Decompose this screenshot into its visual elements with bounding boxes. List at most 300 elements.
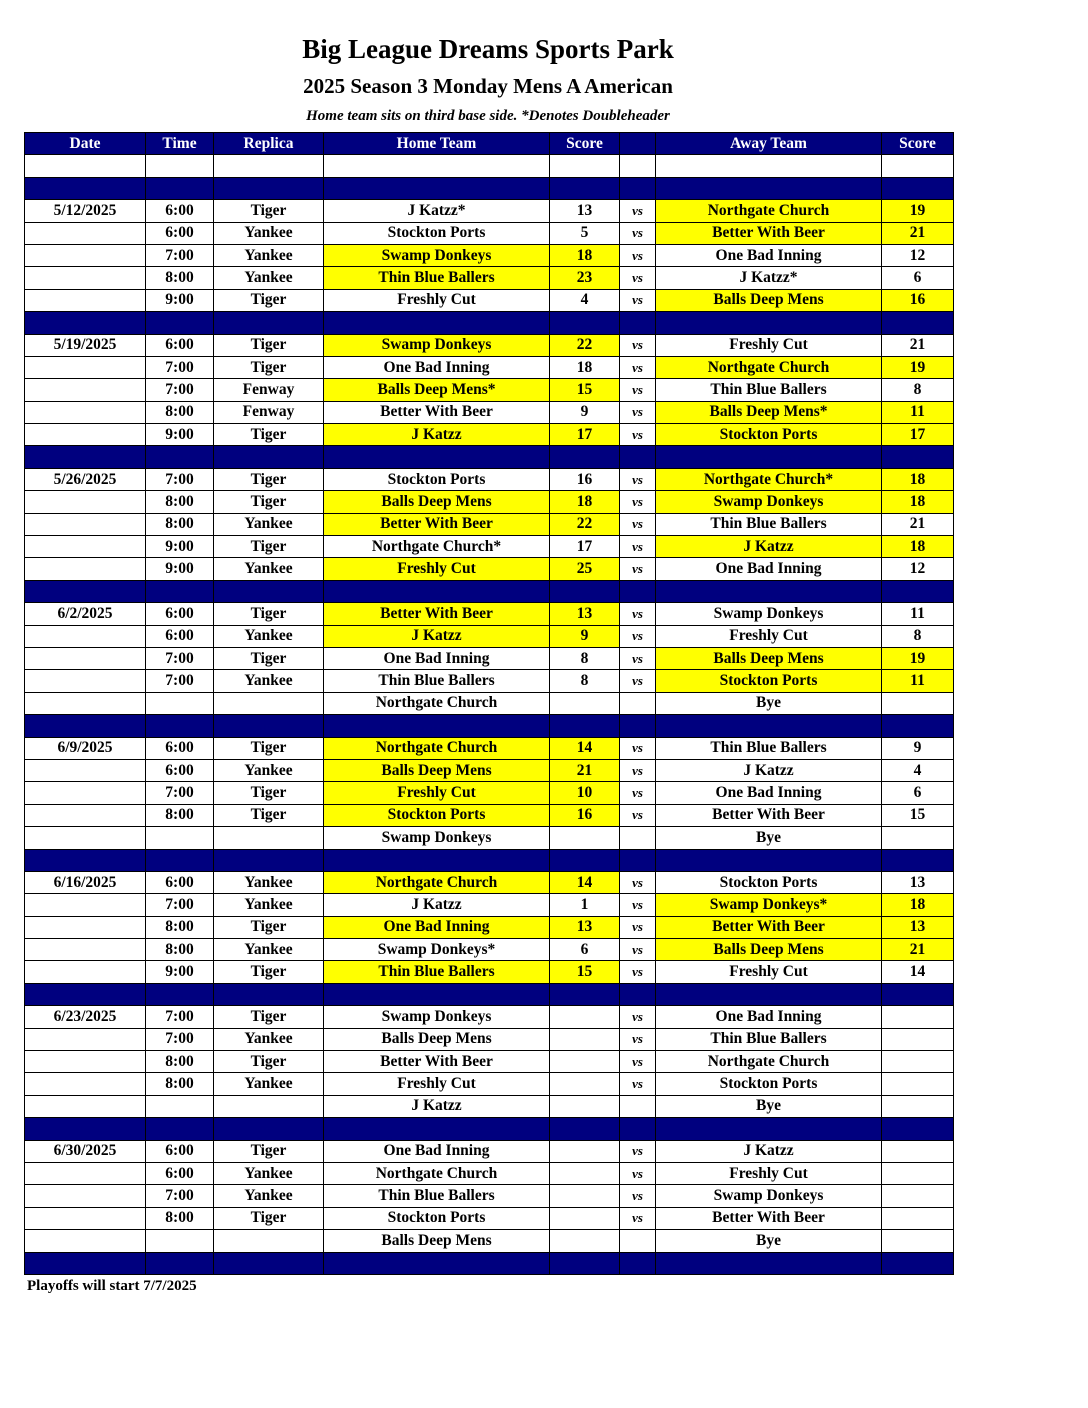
away-team: Swamp Donkeys (656, 603, 882, 625)
game-replica: Yankee (214, 894, 324, 916)
empty-cell (620, 849, 656, 871)
vs-label: vs (620, 558, 656, 580)
home-score (550, 1162, 620, 1184)
game-replica: Yankee (214, 759, 324, 781)
away-score (882, 1028, 954, 1050)
away-score: 19 (882, 647, 954, 669)
home-team: Swamp Donkeys (324, 1006, 550, 1028)
game-time: 7:00 (146, 647, 214, 669)
game-row (25, 804, 954, 826)
empty-cell (146, 983, 214, 1005)
home-team: Swamp Donkeys (324, 827, 550, 849)
game-date: 5/26/2025 (25, 468, 146, 490)
home-team: Freshly Cut (324, 289, 550, 311)
vs-label: vs (620, 1073, 656, 1095)
vs-label: vs (620, 1185, 656, 1207)
home-score: 25 (550, 558, 620, 580)
game-replica: Tiger (214, 1207, 324, 1229)
away-team: Freshly Cut (656, 625, 882, 647)
vs-label (620, 692, 656, 714)
away-score: 13 (882, 916, 954, 938)
home-score (550, 1185, 620, 1207)
home-team: One Bad Inning (324, 1140, 550, 1162)
empty-cell (550, 446, 620, 468)
game-row (25, 424, 954, 446)
empty-cell (656, 446, 882, 468)
game-date (25, 692, 146, 714)
away-team: Thin Blue Ballers (656, 737, 882, 759)
vs-label: vs (620, 424, 656, 446)
game-time: 7:00 (146, 1006, 214, 1028)
game-time: 7:00 (146, 1028, 214, 1050)
home-team: Thin Blue Ballers (324, 670, 550, 692)
col-header-away-score: Score (882, 133, 954, 155)
away-score: 21 (882, 222, 954, 244)
schedule-table (24, 132, 954, 1275)
empty-cell (550, 155, 620, 177)
away-team: Northgate Church* (656, 468, 882, 490)
empty-cell (620, 1118, 656, 1140)
empty-cell (214, 1252, 324, 1274)
game-date (25, 222, 146, 244)
empty-cell (25, 715, 146, 737)
vs-label: vs (620, 759, 656, 781)
week-separator (25, 1252, 954, 1274)
away-team: One Bad Inning (656, 782, 882, 804)
home-score: 4 (550, 289, 620, 311)
home-score: 14 (550, 871, 620, 893)
home-team: J Katzz (324, 424, 550, 446)
empty-cell (324, 849, 550, 871)
empty-cell (146, 312, 214, 334)
away-score (882, 1162, 954, 1184)
home-team: Northgate Church (324, 871, 550, 893)
home-team: Better With Beer (324, 603, 550, 625)
home-score: 17 (550, 536, 620, 558)
game-row (25, 670, 954, 692)
away-score: 17 (882, 424, 954, 446)
empty-cell (550, 715, 620, 737)
week-separator (25, 1118, 954, 1140)
away-score: 9 (882, 737, 954, 759)
game-date (25, 670, 146, 692)
game-date: 6/9/2025 (25, 737, 146, 759)
empty-cell (25, 849, 146, 871)
game-row (25, 244, 954, 266)
game-time: 6:00 (146, 759, 214, 781)
empty-cell (324, 983, 550, 1005)
vs-label: vs (620, 267, 656, 289)
game-replica: Yankee (214, 670, 324, 692)
game-row (25, 1006, 954, 1028)
empty-cell (620, 715, 656, 737)
game-date: 6/16/2025 (25, 871, 146, 893)
home-score: 8 (550, 670, 620, 692)
vs-label: vs (620, 782, 656, 804)
away-team: Better With Beer (656, 222, 882, 244)
empty-cell (214, 983, 324, 1005)
away-score: 15 (882, 804, 954, 826)
game-date (25, 1095, 146, 1117)
home-score (550, 1230, 620, 1252)
game-time: 6:00 (146, 334, 214, 356)
empty-cell (550, 1252, 620, 1274)
game-date (25, 379, 146, 401)
game-time (146, 827, 214, 849)
home-team: J Katzz (324, 625, 550, 647)
vs-label: vs (620, 1006, 656, 1028)
away-score: 11 (882, 401, 954, 423)
empty-cell (550, 580, 620, 602)
game-time: 8:00 (146, 1207, 214, 1229)
away-team: Northgate Church (656, 1051, 882, 1073)
home-team: Stockton Ports (324, 804, 550, 826)
away-score (882, 1073, 954, 1095)
game-time (146, 1230, 214, 1252)
game-time: 6:00 (146, 625, 214, 647)
game-replica: Tiger (214, 1006, 324, 1028)
away-team: Stockton Ports (656, 424, 882, 446)
home-score: 14 (550, 737, 620, 759)
away-score (882, 1095, 954, 1117)
away-team: Freshly Cut (656, 961, 882, 983)
away-team: Northgate Church (656, 200, 882, 222)
vs-label: vs (620, 379, 656, 401)
game-replica: Yankee (214, 558, 324, 580)
game-replica: Yankee (214, 939, 324, 961)
away-score: 16 (882, 289, 954, 311)
home-team: Swamp Donkeys (324, 244, 550, 266)
col-header-away-team: Away Team (656, 133, 882, 155)
game-date: 6/30/2025 (25, 1140, 146, 1162)
away-team: J Katzz* (656, 267, 882, 289)
game-date (25, 491, 146, 513)
game-row (25, 1185, 954, 1207)
home-score: 22 (550, 334, 620, 356)
home-score: 9 (550, 625, 620, 647)
away-score: 8 (882, 379, 954, 401)
game-replica: Tiger (214, 737, 324, 759)
empty-cell (25, 446, 146, 468)
empty-cell (324, 1252, 550, 1274)
game-date (25, 424, 146, 446)
away-score: 21 (882, 334, 954, 356)
game-replica: Tiger (214, 1140, 324, 1162)
game-replica: Tiger (214, 356, 324, 378)
vs-label: vs (620, 804, 656, 826)
away-team: J Katzz (656, 1140, 882, 1162)
empty-cell (656, 849, 882, 871)
away-score: 18 (882, 468, 954, 490)
away-team: Freshly Cut (656, 334, 882, 356)
empty-cell (146, 177, 214, 199)
game-replica: Tiger (214, 424, 324, 446)
vs-label: vs (620, 1140, 656, 1162)
away-team: Thin Blue Ballers (656, 1028, 882, 1050)
game-row (25, 737, 954, 759)
away-team: Balls Deep Mens* (656, 401, 882, 423)
vs-label: vs (620, 871, 656, 893)
empty-cell (882, 715, 954, 737)
game-date (25, 1051, 146, 1073)
away-score (882, 1140, 954, 1162)
away-team: One Bad Inning (656, 1006, 882, 1028)
home-score (550, 1207, 620, 1229)
away-score: 12 (882, 558, 954, 580)
game-time: 6:00 (146, 737, 214, 759)
home-team: Better With Beer (324, 1051, 550, 1073)
game-date (25, 1073, 146, 1095)
home-team: Balls Deep Mens (324, 1028, 550, 1050)
game-replica: Yankee (214, 513, 324, 535)
home-score (550, 1051, 620, 1073)
game-date (25, 961, 146, 983)
game-date (25, 759, 146, 781)
away-team: Stockton Ports (656, 1073, 882, 1095)
game-time: 7:00 (146, 894, 214, 916)
game-time: 9:00 (146, 961, 214, 983)
game-replica (214, 827, 324, 849)
vs-label: vs (620, 222, 656, 244)
home-score: 16 (550, 804, 620, 826)
game-replica: Tiger (214, 536, 324, 558)
away-score: 19 (882, 200, 954, 222)
game-replica: Yankee (214, 267, 324, 289)
game-time: 7:00 (146, 356, 214, 378)
away-team: Balls Deep Mens (656, 289, 882, 311)
empty-cell (214, 1118, 324, 1140)
game-time: 8:00 (146, 401, 214, 423)
home-score: 22 (550, 513, 620, 535)
game-date (25, 1230, 146, 1252)
game-time: 7:00 (146, 244, 214, 266)
game-replica: Tiger (214, 491, 324, 513)
empty-cell (146, 1252, 214, 1274)
home-team: Thin Blue Ballers (324, 267, 550, 289)
away-team: Stockton Ports (656, 670, 882, 692)
game-replica: Tiger (214, 804, 324, 826)
away-team: Bye (656, 827, 882, 849)
empty-cell (656, 1252, 882, 1274)
table-header-row (25, 133, 954, 155)
home-score (550, 1006, 620, 1028)
empty-cell (656, 983, 882, 1005)
schedule-note: Home team sits on third base side. *Denotes Doubleheader (306, 108, 670, 124)
empty-cell (146, 1118, 214, 1140)
game-time: 6:00 (146, 603, 214, 625)
game-row (25, 871, 954, 893)
week-separator (25, 983, 954, 1005)
vs-label: vs (620, 737, 656, 759)
vs-label: vs (620, 536, 656, 558)
vs-label: vs (620, 670, 656, 692)
page-title: Big League Dreams Sports Park (302, 34, 674, 64)
home-team: One Bad Inning (324, 356, 550, 378)
game-row (25, 1162, 954, 1184)
home-score (550, 1095, 620, 1117)
game-replica: Tiger (214, 1051, 324, 1073)
game-row (25, 267, 954, 289)
empty-cell (620, 1252, 656, 1274)
home-team: Thin Blue Ballers (324, 1185, 550, 1207)
away-score: 18 (882, 894, 954, 916)
game-time: 7:00 (146, 379, 214, 401)
game-replica: Yankee (214, 222, 324, 244)
empty-cell (882, 1252, 954, 1274)
away-score: 6 (882, 267, 954, 289)
game-date (25, 804, 146, 826)
game-replica: Fenway (214, 401, 324, 423)
empty-cell (550, 1118, 620, 1140)
game-replica: Tiger (214, 782, 324, 804)
game-replica: Tiger (214, 916, 324, 938)
game-date (25, 939, 146, 961)
game-row (25, 1230, 954, 1252)
game-replica: Yankee (214, 1162, 324, 1184)
game-replica (214, 692, 324, 714)
empty-cell (882, 580, 954, 602)
home-team: Balls Deep Mens (324, 1230, 550, 1252)
home-team: J Katzz (324, 1095, 550, 1117)
game-time: 9:00 (146, 536, 214, 558)
home-team: Northgate Church (324, 737, 550, 759)
vs-label: vs (620, 356, 656, 378)
away-team: Swamp Donkeys (656, 491, 882, 513)
vs-label: vs (620, 334, 656, 356)
away-score: 11 (882, 670, 954, 692)
col-header-vs (620, 133, 656, 155)
week-separator (25, 177, 954, 199)
game-time: 8:00 (146, 267, 214, 289)
game-date (25, 356, 146, 378)
home-score (550, 1140, 620, 1162)
week-separator (25, 849, 954, 871)
empty-cell (214, 312, 324, 334)
game-replica: Yankee (214, 244, 324, 266)
footer-note: Playoffs will start 7/7/2025 (27, 1278, 197, 1294)
home-score: 8 (550, 647, 620, 669)
home-team: Northgate Church* (324, 536, 550, 558)
game-row (25, 1140, 954, 1162)
game-time: 7:00 (146, 782, 214, 804)
game-row (25, 647, 954, 669)
empty-cell (214, 155, 324, 177)
empty-cell (656, 177, 882, 199)
vs-label: vs (620, 1207, 656, 1229)
home-team: Stockton Ports (324, 468, 550, 490)
away-team: Better With Beer (656, 804, 882, 826)
empty-cell (146, 715, 214, 737)
game-time (146, 1095, 214, 1117)
game-date (25, 244, 146, 266)
home-score: 13 (550, 200, 620, 222)
game-date (25, 647, 146, 669)
game-row (25, 782, 954, 804)
away-team: Freshly Cut (656, 1162, 882, 1184)
game-time: 9:00 (146, 558, 214, 580)
away-team: J Katzz (656, 536, 882, 558)
game-time: 6:00 (146, 1140, 214, 1162)
home-team: Swamp Donkeys* (324, 939, 550, 961)
empty-cell (25, 580, 146, 602)
game-row (25, 536, 954, 558)
empty-cell (882, 312, 954, 334)
game-replica: Yankee (214, 1028, 324, 1050)
empty-cell (214, 446, 324, 468)
away-team: One Bad Inning (656, 558, 882, 580)
empty-cell (146, 580, 214, 602)
home-score (550, 1028, 620, 1050)
vs-label (620, 1095, 656, 1117)
vs-label (620, 827, 656, 849)
home-score: 13 (550, 916, 620, 938)
game-time: 7:00 (146, 670, 214, 692)
empty-cell (146, 155, 214, 177)
away-team: Stockton Ports (656, 871, 882, 893)
home-score (550, 692, 620, 714)
game-date: 6/23/2025 (25, 1006, 146, 1028)
empty-cell (620, 312, 656, 334)
away-team: Better With Beer (656, 1207, 882, 1229)
home-team: Better With Beer (324, 513, 550, 535)
away-score (882, 1230, 954, 1252)
empty-cell (656, 1118, 882, 1140)
game-replica: Tiger (214, 334, 324, 356)
game-row (25, 603, 954, 625)
away-score: 19 (882, 356, 954, 378)
week-separator (25, 312, 954, 334)
home-score: 15 (550, 961, 620, 983)
game-replica: Tiger (214, 603, 324, 625)
home-score: 23 (550, 267, 620, 289)
away-team: Bye (656, 1230, 882, 1252)
away-score (882, 1006, 954, 1028)
empty-cell (25, 983, 146, 1005)
empty-cell (324, 1118, 550, 1140)
home-score: 21 (550, 759, 620, 781)
game-row (25, 334, 954, 356)
game-row (25, 513, 954, 535)
vs-label: vs (620, 1028, 656, 1050)
empty-cell (25, 177, 146, 199)
home-score: 13 (550, 603, 620, 625)
home-team: J Katzz (324, 894, 550, 916)
vs-label: vs (620, 916, 656, 938)
home-team: Freshly Cut (324, 782, 550, 804)
game-replica: Yankee (214, 1185, 324, 1207)
game-row (25, 558, 954, 580)
away-team: Balls Deep Mens (656, 647, 882, 669)
away-score: 4 (882, 759, 954, 781)
empty-cell (25, 1118, 146, 1140)
home-team: Northgate Church (324, 1162, 550, 1184)
game-row (25, 939, 954, 961)
away-team: Northgate Church (656, 356, 882, 378)
game-replica: Tiger (214, 289, 324, 311)
away-team: Thin Blue Ballers (656, 513, 882, 535)
home-team: Thin Blue Ballers (324, 961, 550, 983)
vs-label: vs (620, 513, 656, 535)
empty-cell (324, 312, 550, 334)
away-team: Thin Blue Ballers (656, 379, 882, 401)
empty-cell (324, 446, 550, 468)
home-team: Swamp Donkeys (324, 334, 550, 356)
empty-cell (882, 983, 954, 1005)
empty-cell (620, 983, 656, 1005)
away-score: 18 (882, 491, 954, 513)
empty-cell (620, 155, 656, 177)
home-team: Stockton Ports (324, 222, 550, 244)
